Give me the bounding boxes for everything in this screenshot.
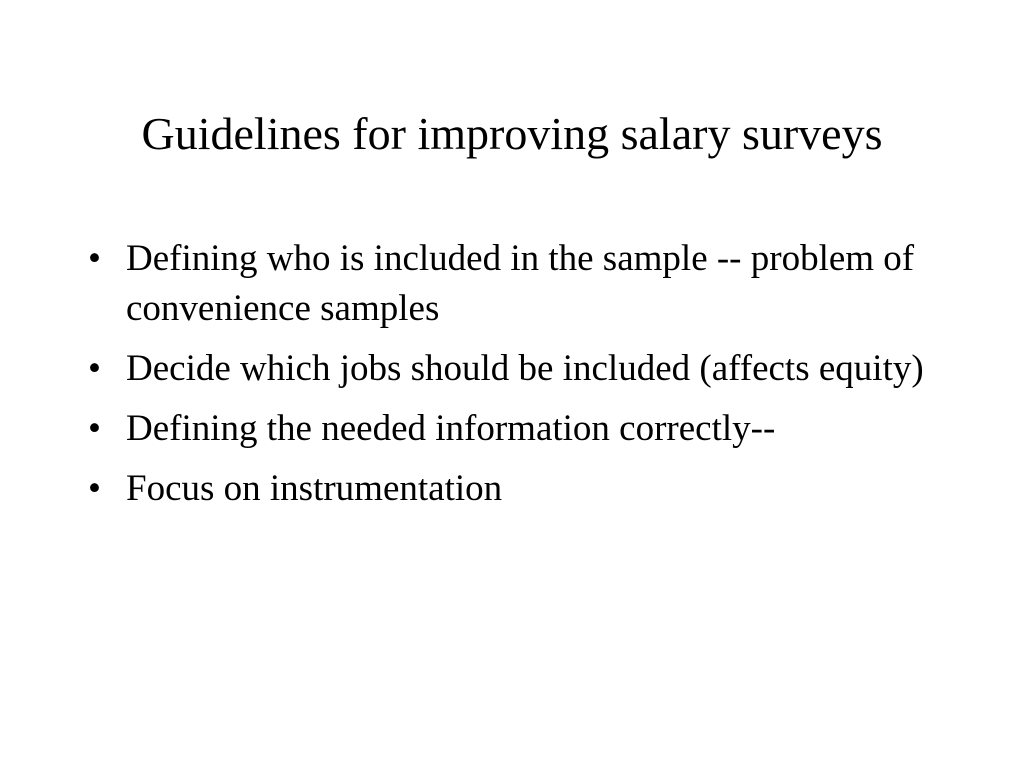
bullet-text: Defining the needed information correctly-- bbox=[126, 408, 776, 449]
bullet-text: Defining who is included in the sample -- problem of convenience samples bbox=[126, 238, 915, 329]
bullet-item bbox=[88, 234, 948, 334]
bullet-icon: • bbox=[88, 468, 101, 509]
bullet-item bbox=[88, 344, 948, 394]
bullet-item bbox=[88, 464, 948, 514]
bullet-list bbox=[88, 234, 948, 524]
bullet-icon: • bbox=[88, 238, 101, 279]
bullet-icon: • bbox=[88, 408, 101, 449]
bullet-item bbox=[88, 404, 948, 454]
bullet-icon: • bbox=[88, 348, 101, 389]
bullet-text: Decide which jobs should be included (affects equity) bbox=[126, 348, 924, 389]
bullet-text: Focus on instrumentation bbox=[126, 468, 503, 509]
slide-title: Guidelines for improving salary surveys bbox=[141, 108, 883, 159]
